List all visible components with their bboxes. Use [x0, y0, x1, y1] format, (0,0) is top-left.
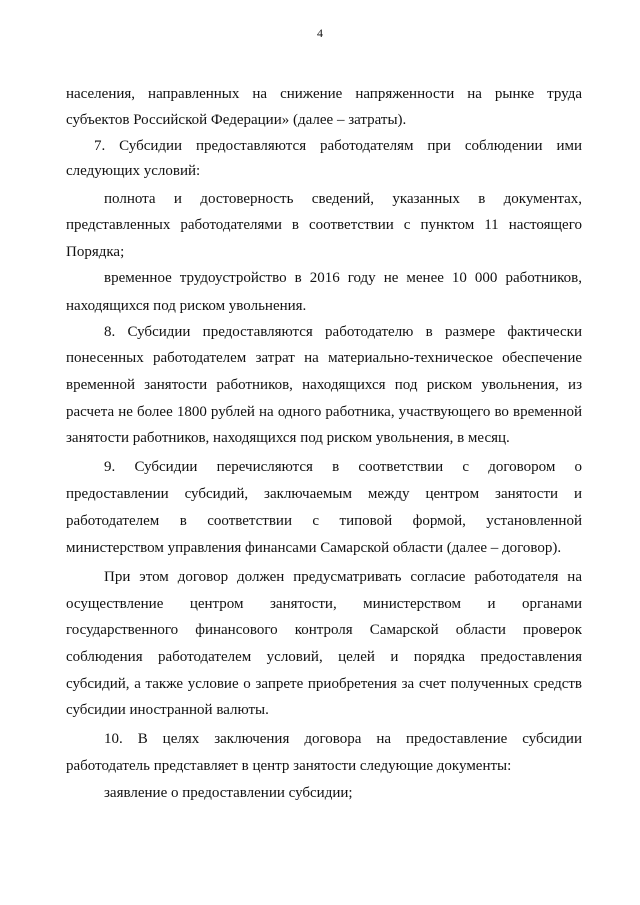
text-line: субъектов Российской Федерации» (далее – затраты). — [66, 112, 407, 128]
text-line: соблюдения работодателем условий, целей и порядка предоставления — [66, 649, 582, 665]
text-line: предоставлении субсидий, заключаемым между центром занятости и — [66, 486, 582, 502]
text-line: населения, направленных на снижение напряженности на рынке труда — [66, 86, 582, 102]
text-line: занятости работников, находящихся под риском увольнения, в месяц. — [66, 430, 510, 446]
text-line: временной занятости работников, находящихся под риском увольнения, из — [66, 377, 582, 393]
text-line: Порядка; — [66, 244, 125, 260]
text-line: государственного финансового контроля Самарской области проверок — [66, 622, 582, 638]
text-line: субсидий, а также условие о запрете приобретения за счет полученных средств — [66, 676, 582, 692]
paragraph-10-start: 10. В целях заключения договора на предоставление субсидии — [104, 731, 582, 747]
text-line: министерством управления финансами Самарской области (далее – договор). — [66, 540, 562, 556]
text-line: работодателем в соответствии с типовой формой, установленной — [66, 513, 582, 529]
condition-2-start: временное трудоустройство в 2016 году не менее 10 000 работников, — [104, 270, 582, 286]
paragraph-contract-start: При этом договор должен предусматривать согласие работодателя на — [104, 569, 582, 585]
condition-1-start: полнота и достоверность сведений, указанных в документах, — [104, 191, 582, 207]
text-line: расчета не более 1800 рублей на одного работника, участвующего во временной — [66, 404, 582, 420]
paragraph-8-start: 8. Субсидии предоставляются работодателю в размере фактически — [104, 324, 582, 340]
text-line: работодатель представляет в центр занятости следующие документы: — [66, 758, 512, 774]
text-line: осуществление центром занятости, министерством и органами — [66, 596, 582, 612]
paragraph-7-start: 7. Субсидии предоставляются работодателям при соблюдении ими — [94, 138, 582, 154]
text-line: понесенных работодателем затрат на материально-техническое обеспечение — [66, 350, 582, 366]
text-line: следующих условий: — [66, 163, 201, 179]
paragraph-9-start: 9. Субсидии перечисляются в соответствии с договором о — [104, 459, 582, 475]
text-line: находящихся под риском увольнения. — [66, 298, 307, 314]
text-line: субсидии иностранной валюты. — [66, 702, 269, 718]
page-number: 4 — [317, 26, 323, 40]
text-line: представленных работодателями в соответствии с пунктом 11 настоящего — [66, 217, 582, 233]
document-item: заявление о предоставлении субсидии; — [104, 785, 353, 801]
